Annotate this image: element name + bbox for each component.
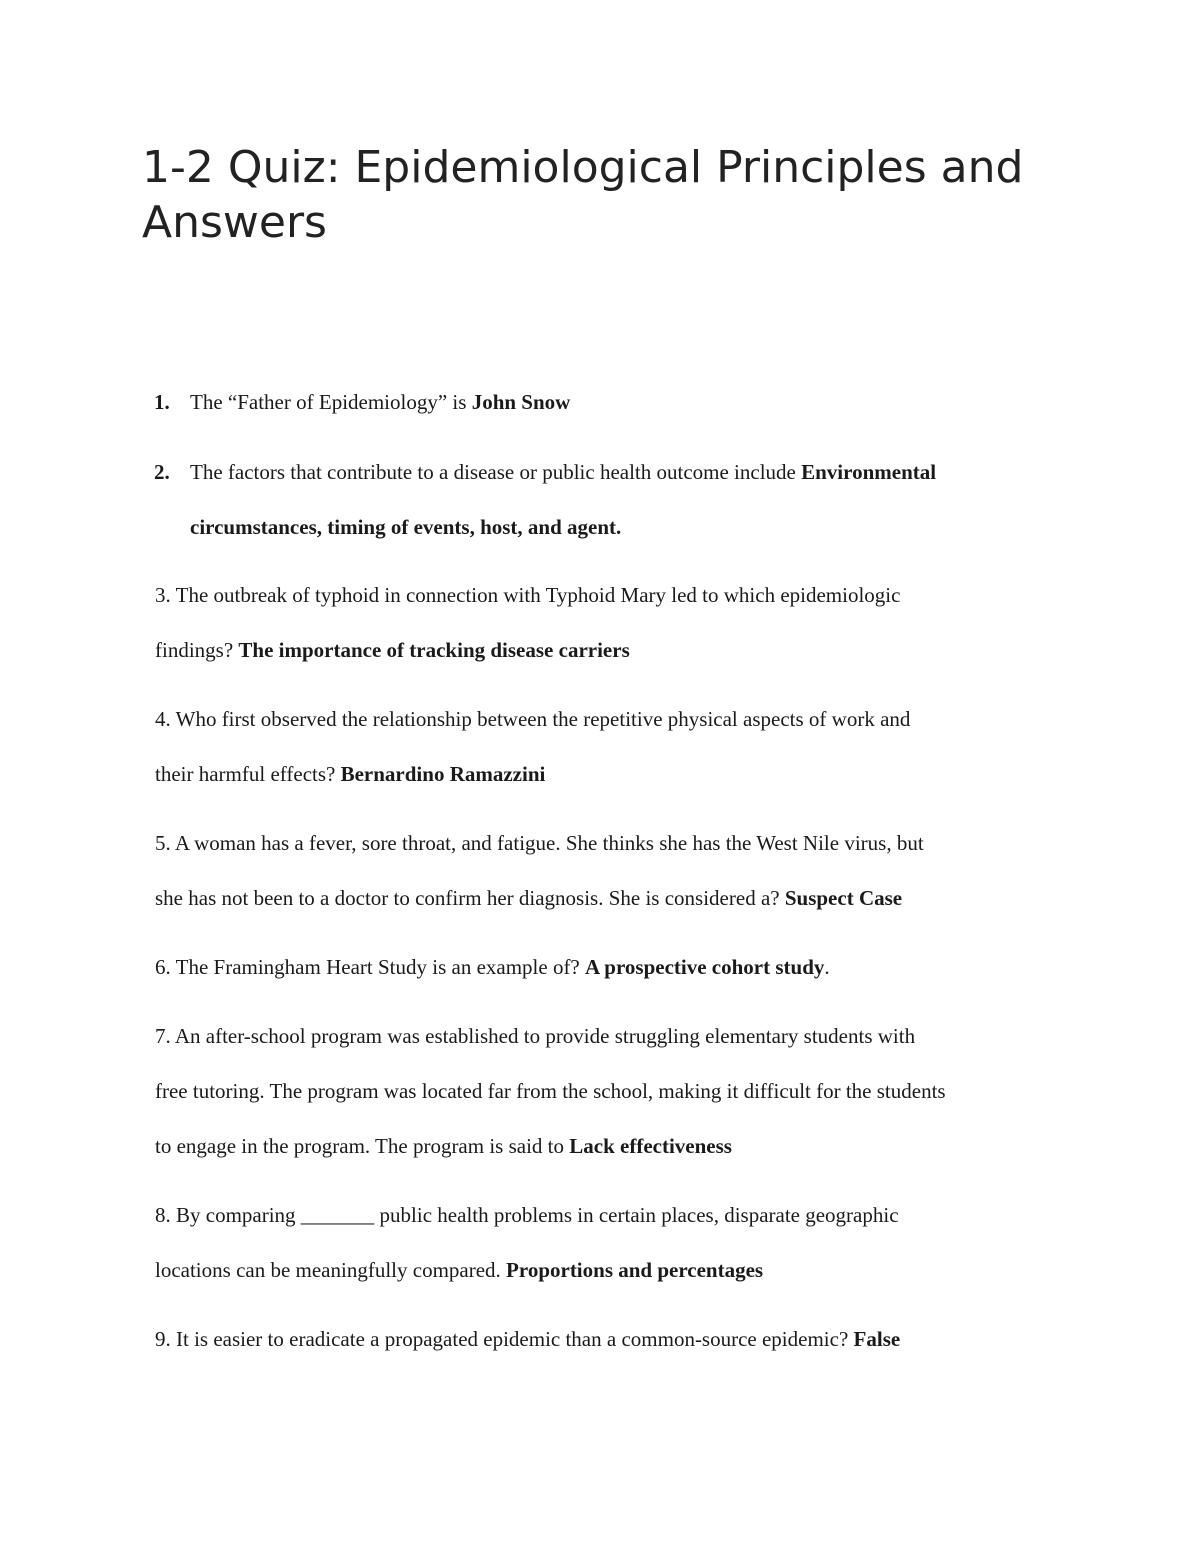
question-number: 2.: [154, 460, 170, 484]
answer-text: A prospective cohort study: [585, 955, 825, 979]
question-number: 1.: [154, 390, 170, 414]
question-text: The factors that contribute to a disease or public health outcome include: [190, 460, 802, 484]
question-text-continued: to engage in the program. The program is said to: [155, 1134, 570, 1158]
question-text: 3. The outbreak of typhoid in connection with Typhoid Mary led to which epidemiologic: [155, 583, 901, 607]
question-text: 8. By comparing _______ public health problems in certain places, disparate geographic: [155, 1203, 899, 1227]
answer-text: False: [853, 1327, 901, 1351]
question-text: 4. Who first observed the relationship between the repetitive physical aspects of work and: [155, 707, 911, 731]
answer-text: Lack effectiveness: [569, 1134, 732, 1158]
question-text: The “Father of Epidemiology” is: [190, 390, 472, 414]
answer-text: John Snow: [471, 390, 571, 414]
question-text-continued: free tutoring. The program was located far from the school, making it difficult for the students: [155, 1079, 946, 1103]
answer-text: Bernardino Ramazzini: [340, 762, 546, 786]
question-4: [155, 692, 910, 802]
question-9: [155, 1312, 900, 1367]
question-6: [155, 940, 830, 995]
question-1: [154, 375, 570, 430]
answer-suffix: .: [824, 955, 830, 979]
question-text-continued: locations can be meaningfully compared.: [155, 1258, 507, 1282]
question-2: [154, 445, 936, 555]
answer-text: Environmental: [801, 460, 937, 484]
question-text-continued: their harmful effects?: [155, 762, 341, 786]
answer-text: Suspect Case: [784, 886, 903, 910]
question-text: 6. The Framingham Heart Study is an example of?: [155, 955, 586, 979]
question-7: [155, 1009, 946, 1174]
page-title: 1-2 Quiz: Epidemiological Principles and Answers: [142, 142, 1024, 248]
question-text-continued: she has not been to a doctor to confirm her diagnosis. She is considered a?: [155, 886, 785, 910]
question-5: [155, 816, 924, 926]
question-3: [155, 568, 900, 678]
question-text: 9. It is easier to eradicate a propagated epidemic than a common-source epidemic?: [155, 1327, 854, 1351]
question-text: 5. A woman has a fever, sore throat, and fatigue. She thinks she has the West Nile virus, but: [155, 831, 924, 855]
question-text: 7. An after-school program was established to provide struggling elementary students with: [155, 1024, 916, 1048]
question-text-continued: findings?: [155, 638, 239, 662]
question-8: [155, 1188, 899, 1298]
answer-text-continued: circumstances, timing of events, host, and agent.: [190, 515, 622, 539]
answer-text: The importance of tracking disease carriers: [238, 638, 630, 662]
answer-text: Proportions and percentages: [506, 1258, 764, 1282]
